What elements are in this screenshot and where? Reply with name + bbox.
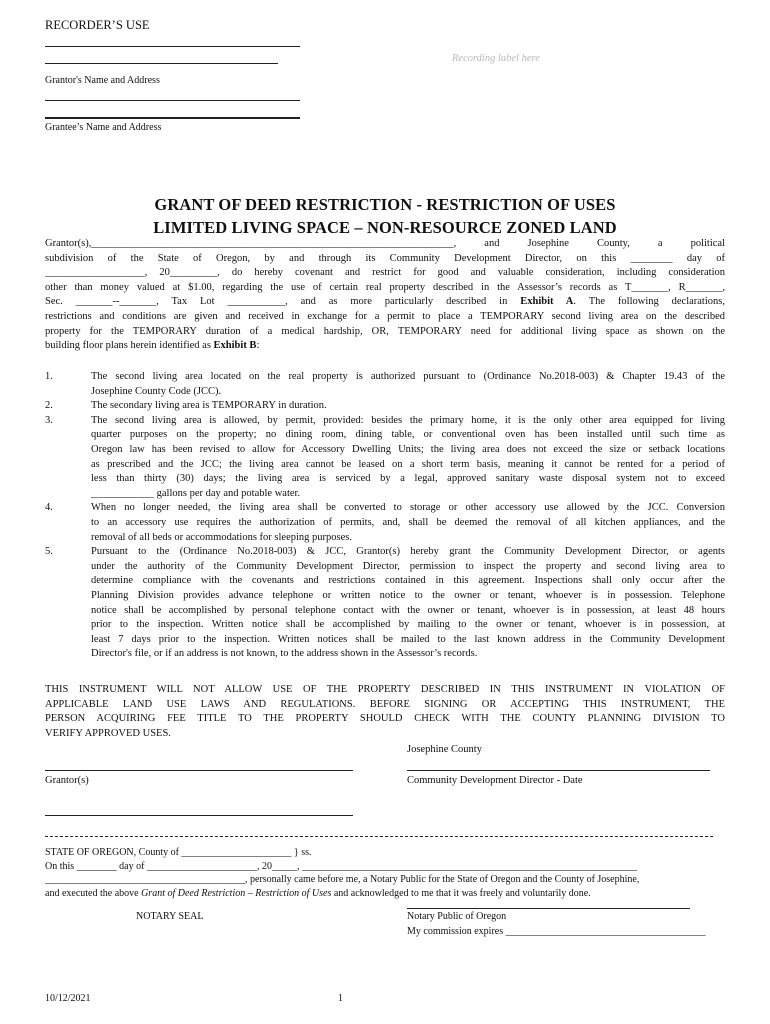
item-line: The second living area is allowed, by permit, provided: besides the primary home, it is the only other area equipped for living	[91, 414, 725, 426]
notary-public-label: Notary Public of Oregon	[407, 911, 507, 922]
item-line: notice shall be accomplished by personal telephone contact with the owner or tenant, whoever is in possession, at least 48 hours	[91, 604, 725, 616]
restriction-item	[45, 370, 725, 399]
notary-state-line: STATE OF OREGON, County of ______________________ } ss.	[45, 847, 312, 858]
intro-text: . The following declarations,	[573, 296, 725, 308]
item-number: 2.	[45, 400, 53, 412]
intro-line: Grantor(s),_____________________________________________________________________, and Josephine County, a political	[45, 238, 725, 249]
restriction-item	[45, 501, 725, 545]
director-signature-line[interactable]	[407, 770, 710, 771]
item-line: removal of all beds or accommodations for sleeping purposes.	[91, 531, 352, 543]
restrictions-list	[45, 370, 725, 662]
page-number: 1	[338, 993, 343, 1004]
document-title-line-1: GRANT OF DEED RESTRICTION - RESTRICTION OF USES	[154, 195, 616, 214]
item-line: less than thirty (30) days; the living area is serviced by a legal, approved sanitary waste disposal system not to exceed	[91, 473, 725, 485]
item-number: 3.	[45, 414, 53, 426]
item-line: to an accessory use requires the authorization of permits, and, shall be deemed the removal of all kitchen appliances, and the	[91, 516, 725, 528]
restriction-item	[45, 399, 725, 414]
intro-line: other than money valued at $1.00, regarding the use of certain real property described in the Assessor’s records as T_______, R_______,	[45, 281, 725, 293]
commission-expires-label: My commission expires ________________________________________	[407, 926, 706, 937]
item-line: The second living area located on the real property is authorized pursuant to (Ordinance No.2018-003) & Chapter 19.43 of the	[91, 371, 725, 382]
exhibit-a-ref: Exhibit A	[520, 296, 574, 308]
restriction-item	[45, 545, 725, 662]
grantee-label: Grantee’s Name and Address	[45, 122, 162, 133]
warning-line: VERIFY APPROVED USES.	[45, 727, 171, 739]
footer-date: 10/12/2021	[45, 993, 91, 1004]
item-line: determine compliance with the covenants and restrictions contained in this agreement. Inspections shall only occur after the	[91, 575, 725, 587]
item-line: When no longer needed, the living area shall be converted to storage or other accessory use allowed by the JCC. Conversion	[91, 502, 725, 514]
director-signature-label: Community Development Director - Date	[407, 775, 583, 786]
intro-line: subdivision of the State of Oregon, by and through its Community Development Director, on this ________ day of	[45, 252, 725, 264]
warning-line: APPLICABLE LAND USE LAWS AND REGULATIONS. BEFORE SIGNING OR ACCEPTING THIS INSTRUMENT, THE	[45, 698, 725, 710]
intro-line	[45, 339, 725, 354]
grantor-line-1	[45, 46, 300, 47]
intro-paragraph	[45, 237, 725, 354]
item-number: 5.	[45, 546, 53, 558]
intro-text: Sec. _______--_______, Tax Lot ___________, and as more particularly described in	[45, 296, 521, 308]
warning-line: THIS INSTRUMENT WILL NOT ALLOW USE OF THE PROPERTY DESCRIBED IN THIS INSTRUMENT IN VIOLATION OF	[45, 684, 725, 695]
grantee-line-1	[45, 100, 300, 101]
item-line: least 7 days prior to the inspection. Written notices shall be mailed to the last known address in the Community Development	[91, 633, 725, 645]
item-line: prior to the inspection. Written notice shall be accomplished by mailing to the owner or tenant, whoever is in possession, at	[91, 619, 725, 631]
notary-date-line: On this ________ day of ______________________, 20_____, ___________________________________________________________________	[45, 860, 637, 872]
item-line: as prescribed and the JCC; the living area cannot be leased on a short term basis, meaning it cannot be rented for a period of	[91, 458, 725, 470]
restriction-item	[45, 414, 725, 502]
notary-signature-line[interactable]	[407, 908, 690, 909]
item-number: 4.	[45, 502, 53, 514]
notary-executed-line	[45, 887, 725, 901]
item-line: Oregon law has been revised to allow for Accessory Dwelling Units; the living area does not exceed the size or setback locations	[91, 443, 725, 455]
item-line: Planning Division provides advance telephone or written notice to the owner or tenant, whoever is in possession. Telephone	[91, 589, 725, 601]
notary-text: and executed the above	[45, 887, 142, 899]
notary-block	[45, 846, 725, 900]
item-line: ____________ gallons per day and potable water.	[91, 487, 301, 499]
item-line: Pursuant to the (Ordinance No.2018-003) & JCC, Grantor(s) hereby grant the Community Development Director, or agents	[91, 546, 725, 558]
grantor-line-2	[45, 63, 278, 64]
exhibit-b-ref: Exhibit B	[213, 340, 257, 352]
item-line: The secondary living area is TEMPORARY in duration.	[91, 400, 327, 412]
notary-divider	[45, 836, 713, 837]
intro-line: restrictions and conditions are given and received in exchange for a permit to place a TEMPORARY second living area on the described	[45, 310, 725, 322]
intro-text: :	[256, 340, 260, 352]
grantor-label: Grantor's Name and Address	[45, 75, 160, 86]
grantee-line-2	[45, 117, 300, 119]
intro-line: property for the TEMPORARY duration of a medical hardship, OR, TEMPORARY need for additional living space as shown on the	[45, 325, 725, 337]
warning-line: PERSON ACQUIRING FEE TITLE TO THE PROPERTY SHOULD CHECK WITH THE COUNTY PLANNING DIVISION TO	[45, 713, 725, 725]
intro-text: building floor plans herein identified as	[45, 340, 214, 352]
document-title-line-2: LIMITED LIVING SPACE – NON-RESOURCE ZONED LAND	[153, 218, 617, 237]
item-number: 1.	[45, 371, 53, 382]
recorders-use-heading: RECORDER’S USE	[45, 18, 150, 32]
notary-seal-label: NOTARY SEAL	[136, 911, 204, 922]
item-line: quarter purposes on the property; no dining room, dining table, or conventional oven has been installed until such time as	[91, 429, 725, 441]
intro-line	[45, 295, 725, 310]
county-label: Josephine County	[407, 744, 482, 755]
item-line: Director's file, or if an address is not known, to the address shown in the Assessor’s records.	[91, 648, 478, 660]
notary-document-name: Grant of Deed Restriction – Restriction of Uses	[141, 887, 332, 899]
grantor-signature-line[interactable]	[45, 770, 353, 771]
recording-label: Recording label here	[452, 53, 540, 64]
warning-paragraph	[45, 683, 725, 741]
notary-appeared-line: ________________________________________, personally came before me, a Notary Public for the State of Oregon and the County of Josephine,	[45, 874, 640, 886]
intro-line: ___________________, 20_________, do hereby covenant and restrict for good and valuable consideration, including consideration	[45, 267, 725, 279]
item-line: Josephine County Code (JCC).	[91, 385, 222, 397]
grantor-signature-label: Grantor(s)	[45, 775, 89, 786]
grantor-signature-line-2[interactable]	[45, 815, 353, 816]
item-line: under the authority of the Community Development Director, permission to inspect the property and second living area to	[91, 560, 725, 572]
notary-text: and acknowledged to me that it was freely and voluntarily done.	[331, 887, 591, 899]
